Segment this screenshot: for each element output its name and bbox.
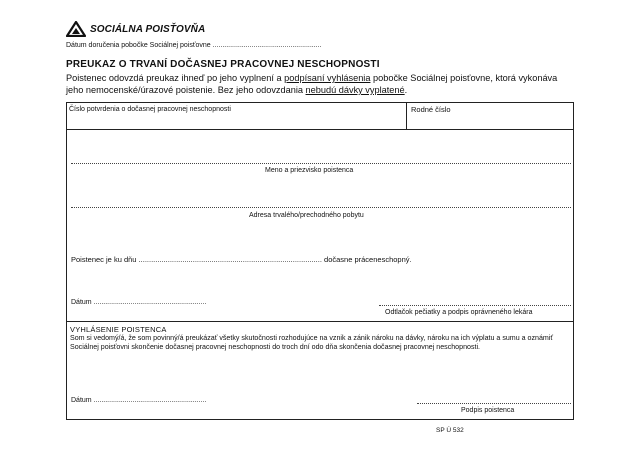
- divider: [406, 103, 407, 129]
- address-line[interactable]: [71, 207, 571, 208]
- declaration-text: Som si vedomý/á, že som povinný/á preukázať všetky skutočnosti rozhodujúce na vznik a zánik nároku na dávky, nároku na ich výplatu a sumu a oznámiť Sociálnej poisťovni skončenie dočasnej pracovnej neschopnosti do troch dní odo dňa skončenia dočasnej pracovnej neschopnosti.: [70, 334, 554, 351]
- triangle-logo-icon: [66, 21, 86, 37]
- incapacity-statement: Poistenec je ku dňu ........................................................................................ dočasne práceneschopný.: [71, 255, 412, 264]
- date-field-1[interactable]: Dátum ..........................................................: [71, 299, 207, 306]
- stamp-line[interactable]: [379, 305, 571, 306]
- name-line[interactable]: [71, 163, 571, 164]
- form-title: PREUKAZ O TRVANÍ DOČASNEJ PRACOVNEJ NESCHOPNOSTI: [66, 59, 380, 70]
- declaration-title: VYHLÁSENIE POISTENCA: [70, 325, 167, 334]
- logo-text: SOCIÁLNA POISŤOVŇA: [90, 23, 206, 35]
- stamp-caption: Odtlačok pečiatky a podpis oprávneného lekára: [385, 309, 533, 316]
- header-row: [67, 103, 573, 130]
- signature-line[interactable]: [417, 403, 571, 404]
- confirmation-number-field[interactable]: Číslo potvrdenia o dočasnej pracovnej neschopnosti: [69, 106, 231, 113]
- intro-text: Poistenec odovzdá preukaz ihneď po jeho vyplnení a podpísaní vyhlásenia pobočke Sociálnej poisťovne, ktorá vykonáva jeho nemocenské/úrazové poistenie. Bez jeho odovzdania nebudú dávky vyplatené.: [66, 73, 558, 95]
- section-divider: [67, 321, 573, 322]
- incapacity-date-field[interactable]: ........................................................................................: [138, 255, 322, 264]
- logo: [66, 19, 205, 39]
- delivery-date-field[interactable]: Dátum doručenia pobočke Sociálnej poisťovne ........................................................: [66, 42, 322, 49]
- birth-number-field[interactable]: Rodné číslo: [411, 105, 451, 114]
- name-caption: Meno a priezvisko poistenca: [265, 167, 354, 174]
- date-field-2[interactable]: Dátum ..........................................................: [71, 397, 207, 404]
- signature-caption: Podpis poistenca: [461, 407, 515, 414]
- address-caption: Adresa trvalého/prechodného pobytu: [249, 212, 364, 219]
- form-code: SP Ú 532: [436, 427, 464, 434]
- form-box: [66, 102, 574, 420]
